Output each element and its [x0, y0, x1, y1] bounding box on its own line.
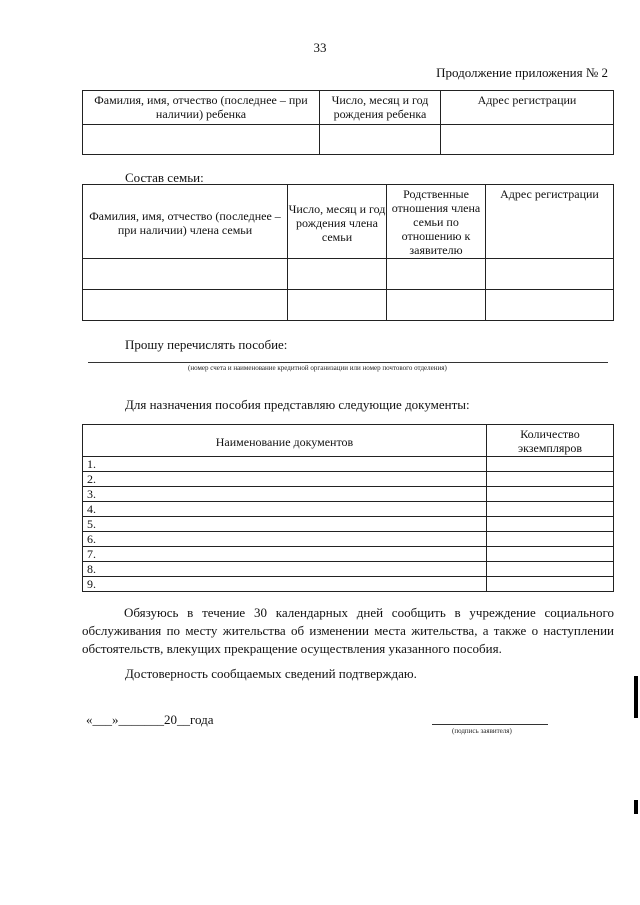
obligation-text: Обязуюсь в течение 30 календарных дней сообщить в учреждение социального обслуживания по месту жительства об изменении места жительства, а также о наступлении обстоятельств, влекущих прекращение осуществления указанного пособия. [82, 605, 614, 656]
doc-row[interactable]: 4. [83, 502, 487, 517]
doc-row[interactable]: 6. [83, 532, 487, 547]
doc-count-cell[interactable] [487, 472, 614, 487]
documents-intro: Для назначения пособия представляю следующие документы: [125, 397, 470, 412]
documents-table [82, 424, 614, 592]
family-title: Состав семьи: [125, 170, 204, 185]
family-table [82, 184, 614, 321]
doc-row[interactable]: 3. [83, 487, 487, 502]
family-cell[interactable] [288, 259, 387, 290]
signature-line[interactable] [432, 724, 548, 725]
signature-label: (подпись заявителя) [452, 727, 512, 735]
family-cell[interactable] [387, 259, 486, 290]
child-birthdate-header: Число, месяц и год рождения ребенка [320, 91, 441, 125]
member-birthdate-header: Число, месяц и год рождения члена семьи [288, 185, 387, 259]
member-name-header: Фамилия, имя, отчество (последнее – при наличии) члена семьи [83, 185, 288, 259]
family-cell[interactable] [83, 290, 288, 321]
member-relation-header: Родственные отношения члена семьи по отношению к заявителю [387, 185, 486, 259]
child-address-cell[interactable] [441, 125, 614, 155]
doc-count-cell[interactable] [487, 502, 614, 517]
page-number: 33 [313, 40, 327, 55]
doc-row[interactable]: 5. [83, 517, 487, 532]
appendix-label: Продолжение приложения № 2 [436, 65, 608, 80]
child-address-header: Адрес регистрации [441, 91, 614, 125]
member-address-header: Адрес регистрации [486, 185, 614, 259]
payment-line[interactable] [88, 362, 608, 363]
child-name-cell[interactable] [83, 125, 320, 155]
child-birthdate-cell[interactable] [320, 125, 441, 155]
doc-count-cell[interactable] [487, 457, 614, 472]
family-cell[interactable] [83, 259, 288, 290]
confirmation-text: Достоверность сообщаемых сведений подтверждаю. [125, 666, 417, 681]
family-cell[interactable] [486, 259, 614, 290]
child-name-header: Фамилия, имя, отчество (последнее – при наличии) ребенка [83, 91, 320, 125]
doc-count-cell[interactable] [487, 487, 614, 502]
scan-mark [634, 800, 638, 814]
date-line[interactable]: «___»_______20__года [86, 712, 214, 727]
doc-count-cell[interactable] [487, 562, 614, 577]
payment-label: Прошу перечислять пособие: [125, 337, 288, 352]
doc-count-cell[interactable] [487, 517, 614, 532]
doc-count-cell[interactable] [487, 532, 614, 547]
doc-row[interactable]: 9. [83, 577, 487, 592]
doc-row[interactable]: 7. [83, 547, 487, 562]
doc-row[interactable]: 1. [83, 457, 487, 472]
scan-mark [634, 676, 638, 718]
doc-row[interactable]: 8. [83, 562, 487, 577]
doc-count-cell[interactable] [487, 577, 614, 592]
family-cell[interactable] [486, 290, 614, 321]
doc-row[interactable]: 2. [83, 472, 487, 487]
doc-name-header: Наименование документов [83, 425, 487, 457]
doc-count-header: Количество экземпляров [487, 425, 614, 457]
child-table [82, 90, 614, 155]
doc-count-cell[interactable] [487, 547, 614, 562]
payment-hint: (номер счета и наименование кредитной организации или номер почтового отделения) [188, 364, 447, 372]
family-cell[interactable] [288, 290, 387, 321]
family-cell[interactable] [387, 290, 486, 321]
